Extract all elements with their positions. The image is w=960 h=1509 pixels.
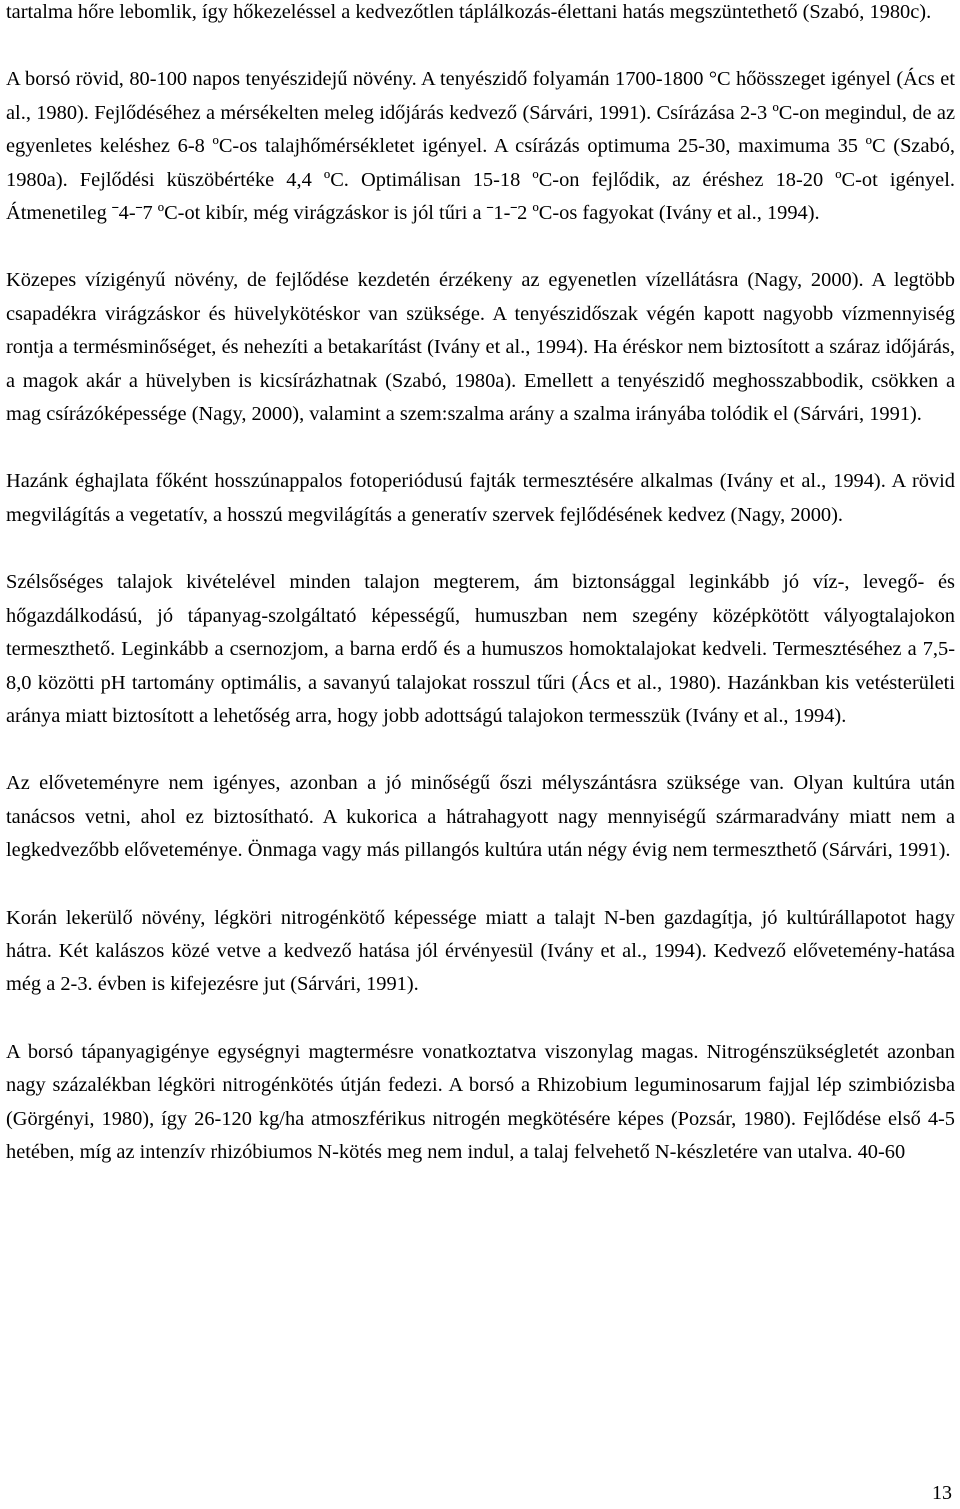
paragraph-7: Korán lekerülő növény, légköri nitrogénkötő képessége miatt a talajt N-ben gazdagítja, jó kultúrállapotot hagy hátra. Két kalászos közé vetve a kedvező hatása jól érvényesül (Ivány et al., 1994). Kedvező elővetemény-hatása még a 2-3. évben is kifejezésre jut (Sárvári, 1991). — [6, 906, 955, 996]
paragraph-4: Hazánk éghajlata főként hosszúnappalos fotoperiódusú fajták termesztésére alkalmas (Ivány et al., 1994). A rövid megvilágítás a vegetatív, a hosszú megvilágítás a generatív szervek fejlődésének kedvez (Nagy, 2000). — [6, 470, 955, 526]
paragraph-6: Az előveteményre nem igényes, azonban a jó minőségű őszi mélyszántásra szüksége van. Olyan kultúra után tanácsos vetni, ahol ez biztosítható. A kukorica a hátrahagyott nagy mennyiségű szármaradvány miatt nem a legkedvezőbb előveteménye. Önmaga vagy más pillangós kultúra után négy évig nem termeszthető (Sárvári, 1991). — [6, 772, 955, 862]
page-number: 13 — [932, 1482, 952, 1504]
paragraph-2: A borsó rövid, 80-100 napos tenyészidejű növény. A tenyészidő folyamán 1700-1800 °C hőösszeget igényel (Ács et al., 1980). Fejlődéséhez a mérsékelten meleg időjárás kedvező (Sárvári, 1991). Csírázása 2-3 ºC-on megindul, de az egyenletes keléshez 6-8 ºC-os talajhőmérsékletet igényel. A csírázás optimuma 25-30, maximuma 35 ºC (Szabó, 1980a). Fejlődési küszöbértéke 4,4 ºC. Optimálisan 15-18 ºC-on fejlődik, az éréshez 18-20 ºC-ot igényel. Átmenetileg ˉ4-ˉ7 ºC-ot kibír, még virágzáskor is jól tűri a ˉ1-ˉ2 ºC-os fagyokat (Ivány et al., 1994). — [6, 68, 955, 225]
paragraph-3: Közepes vízigényű növény, de fejlődése kezdetén érzékeny az egyenetlen vízellátásra (Nagy, 2000). A legtöbb csapadékra virágzáskor és hüvelykötéskor van szüksége. A tenyészidőszak végén kapott nagyobb vízmennyiség rontja a termésminőséget, és nehezíti a betakarítást (Ivány et al., 1994). Ha éréskor nem biztosított a száraz időjárás, a magok akár a hüvelyben is kicsírázhatnak (Szabó, 1980a). Emellett a tenyészidő meghosszabbodik, csökken a mag csírázóképessége (Nagy, 2000), valamint a szem:szalma arány a szalma irányába tolódik el (Sárvári, 1991). — [6, 269, 955, 426]
paragraph-8: A borsó tápanyagigénye egységnyi magtermésre vonatkoztatva viszonylag magas. Nitrogénszükségletét azonban nagy százalékban légköri nitrogénkötés útján fedezi. A borsó a Rhizobium leguminosarum fajjal lép szimbiózisba (Görgényi, 1980), így 26-120 kg/ha atmoszférikus nitrogén megkötésére képes (Pozsár, 1980). Fejlődése első 4-5 hetében, míg az intenzív rhizóbiumos N-kötés meg nem indul, a talaj felvehető N-készletére van utalva. 40-60 — [6, 1040, 955, 1163]
document-page — [6, 0, 955, 1169]
paragraph-5: Szélsőséges talajok kivételével minden talajon megterem, ám biztonsággal leginkább jó víz-, levegő- és hőgazdálkodású, jó tápanyag-szolgáltató képességű, humuszban nem szegény középkötött vályogtalajokon termeszthető. Leginkább a csernozjom, a barna erdő és a humuszos homoktalajokat kedveli. Termesztéséhez a 7,5-8,0 közötti pH tartomány optimális, a savanyú talajokat rosszul tűri (Ács et al., 1980). Hazánkban kis vetésterületi aránya miatt biztosított a lehetőség arra, hogy jobb adottságú talajokon termesszük (Ivány et al., 1994). — [6, 571, 955, 727]
paragraph-1: tartalma hőre lebomlik, így hőkezeléssel a kedvezőtlen táplálkozás-élettani hatás megszüntethető (Szabó, 1980c). — [6, 1, 932, 23]
